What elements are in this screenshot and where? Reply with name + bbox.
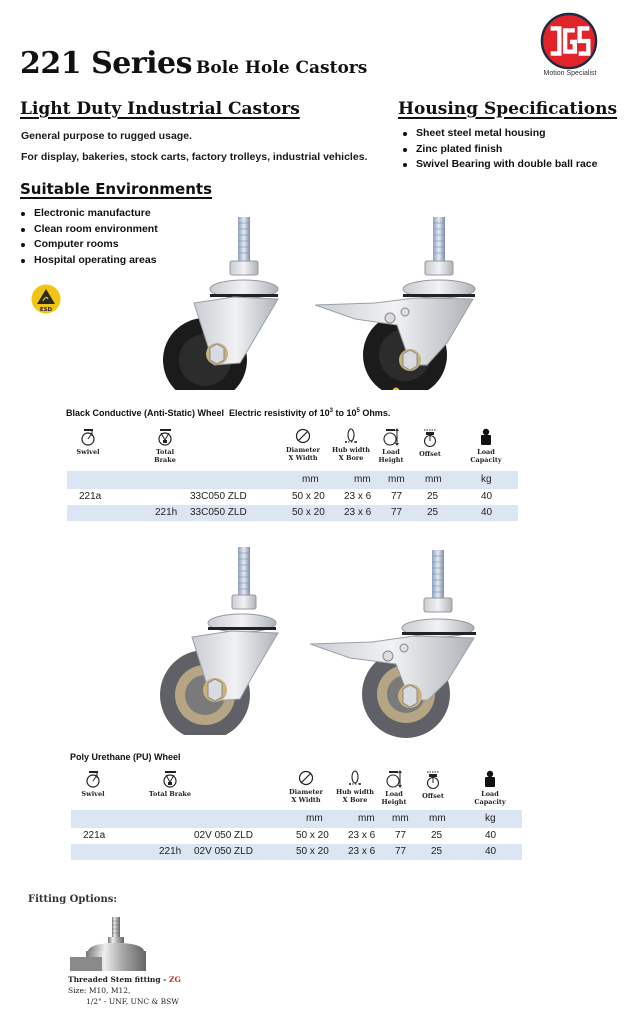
col-hub-width: Hub width X Bore — [334, 770, 376, 804]
environments-list — [18, 206, 158, 268]
environment-item: Computer rooms — [18, 237, 158, 253]
col-load-height: Load Height — [378, 428, 404, 464]
hub-width-icon — [347, 770, 363, 786]
units-row: mm mm mm mm kg — [67, 471, 518, 489]
col-load-height: Load Height — [381, 770, 407, 806]
jgs-logo — [540, 12, 598, 70]
table-row: 221a 33C050 ZLD 50 x 20 23 x 6 77 25 40 — [79, 491, 493, 502]
load-height-icon — [383, 428, 399, 446]
housing-heading: Housing Specifications — [398, 99, 618, 119]
logo-tagline: Motion Specialist — [543, 70, 597, 77]
offset-icon — [425, 770, 441, 790]
environment-item: Clean room environment — [18, 222, 158, 238]
col-offset: Offset — [416, 428, 444, 458]
table1-title: Black Conductive (Anti-Static) Wheel Electric resistivity of $10^3$ to $10^5$ Ohms. — [66, 408, 391, 418]
light-duty-heading: Light Duty Industrial Castors — [20, 99, 300, 119]
housing-item: Sheet steel metal housing — [400, 126, 597, 142]
swivel-icon — [80, 428, 96, 446]
diameter-icon — [298, 770, 314, 786]
col-diameter: Diameter X Width — [284, 428, 322, 462]
series-title: 221 Series — [20, 46, 192, 81]
total-brake-icon — [162, 770, 178, 788]
light-duty-line-1: General purpose to rugged usage. — [21, 130, 192, 142]
weight-icon — [478, 428, 494, 446]
total-brake-icon — [157, 428, 173, 446]
environments-heading: Suitable Environments — [20, 180, 212, 198]
col-swivel: Swivel — [73, 428, 103, 456]
fitting-code: ZG — [168, 975, 181, 984]
page-title — [20, 46, 367, 81]
table-row: 221h 33C050 ZLD 50 x 20 23 x 6 77 25 40 — [67, 505, 518, 521]
col-swivel: Swivel — [78, 770, 108, 798]
col-total-brake: Total Brake — [148, 770, 192, 798]
series-subtitle: Bole Hole Castors — [196, 58, 368, 78]
col-load-capacity: Load Capacity — [467, 428, 505, 464]
table2-title: Poly Urethane (PU) Wheel — [70, 752, 181, 762]
spec-table-black-conductive — [67, 471, 518, 521]
col-hub-width: Hub width X Bore — [330, 428, 372, 462]
unit-offset: mm — [425, 474, 442, 485]
light-duty-line-2: For display, bakeries, stock carts, factory trolleys, industrial vehicles. — [21, 151, 368, 163]
offset-icon — [422, 428, 438, 448]
hub-width-icon — [343, 428, 359, 444]
weight-icon — [482, 770, 498, 788]
col-offset: Offset — [419, 770, 447, 800]
fitting-size-line-1: Size: M10, M12, — [68, 986, 131, 995]
svg-text:ESD: ESD — [39, 307, 53, 313]
fitting-size-line-2: 1/2" - UNF, UNC & BSW — [86, 997, 179, 1006]
castor-image-swivel-pu — [150, 545, 285, 735]
fitting-caption — [68, 974, 181, 1007]
threaded-stem-fitting-image — [70, 915, 150, 973]
swivel-icon — [85, 770, 101, 788]
load-height-icon — [386, 770, 402, 788]
units-row: mm mm mm mm kg — [71, 810, 522, 828]
diameter-icon — [295, 428, 311, 444]
housing-list — [400, 126, 597, 173]
environment-item: Electronic manufacture — [18, 206, 158, 222]
fitting-name: Threaded Stem fitting - ZG — [68, 975, 181, 984]
col-total-brake: Total Brake — [145, 428, 185, 464]
table-row: 221h 02V 050 ZLD 50 x 20 23 x 6 77 25 40 — [71, 844, 522, 860]
castor-image-swivel-black — [160, 215, 285, 390]
resistivity-note: Electric resistivity of $10^3$ to $10^5$ Ohms. — [229, 408, 391, 418]
housing-item: Swivel Bearing with double ball race — [400, 157, 597, 173]
spec-table-pu — [71, 810, 522, 860]
housing-item: Zinc plated finish — [400, 142, 597, 158]
castor-image-brake-pu — [310, 548, 490, 738]
col-diameter: Diameter X Width — [287, 770, 325, 804]
table-row: 221a 02V 050 ZLD 50 x 20 23 x 6 77 25 40 — [83, 830, 497, 841]
fitting-options-heading: Fitting Options: — [28, 894, 118, 905]
esd-badge-icon — [31, 284, 61, 314]
col-load-capacity: Load Capacity — [471, 770, 509, 806]
environment-item: Hospital operating areas — [18, 253, 158, 269]
castor-image-brake-black — [315, 215, 485, 390]
